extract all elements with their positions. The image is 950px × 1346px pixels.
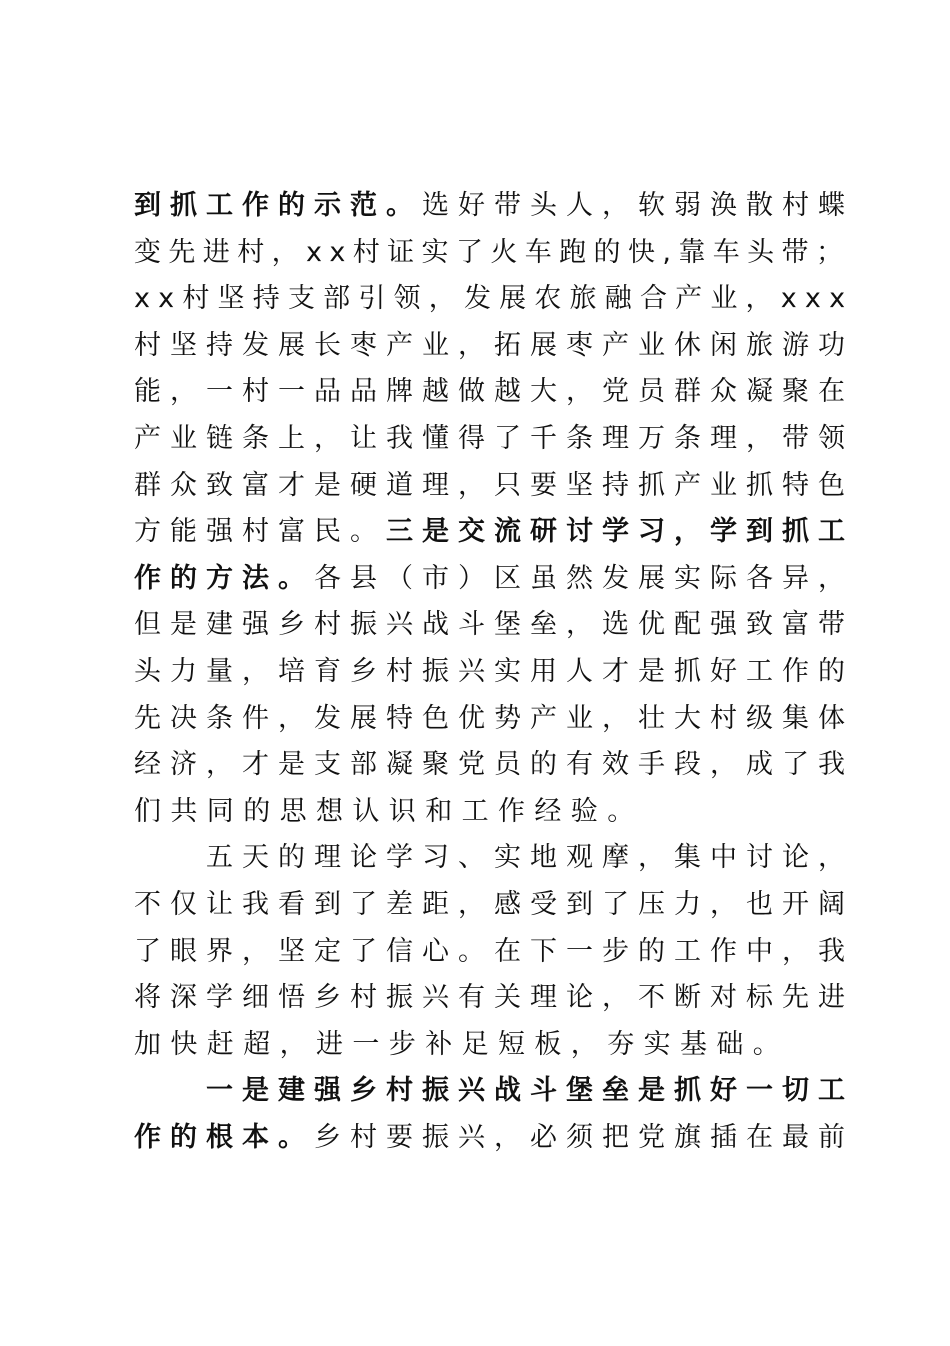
text-run: 村坚持发展长枣产业，拓展枣产业休闲旅游功 bbox=[134, 329, 854, 361]
text-run: 变先进村，xx村证实了火车跑的快,靠车头带； bbox=[134, 236, 851, 268]
text-line bbox=[134, 742, 854, 789]
text-run: 产业链条上，让我懂得了千条理万条理，带领 bbox=[134, 422, 854, 454]
text-line bbox=[134, 230, 851, 277]
text-line bbox=[134, 556, 854, 603]
text-line bbox=[134, 882, 854, 929]
bold-text-run: 作的方法。 bbox=[134, 562, 314, 594]
text-line bbox=[134, 789, 834, 836]
text-line bbox=[134, 183, 854, 230]
text-line bbox=[134, 602, 854, 649]
text-line bbox=[134, 929, 854, 976]
bold-text-run: 到抓工作的示范。 bbox=[134, 190, 422, 221]
text-run: 群众致富才是硬道理，只要坚持抓产业抓特色 bbox=[134, 469, 854, 501]
text-line bbox=[134, 369, 854, 416]
text-line bbox=[134, 463, 854, 510]
bold-text-run: 作的根本。 bbox=[134, 1121, 314, 1153]
bold-text-run: 一是建强乡村振兴战斗堡垒是抓好一切工 bbox=[134, 1075, 854, 1107]
text-line bbox=[134, 416, 854, 463]
text-run: 选好带头人，软弱涣散村蝶 bbox=[422, 190, 854, 221]
text-run: 能，一村一品品牌越做越大，党员群众凝聚在 bbox=[134, 376, 854, 408]
text-line bbox=[134, 975, 854, 1022]
text-run: 加快赶超，进一步补足短板，夯实基础。 bbox=[134, 1028, 790, 1060]
text-line bbox=[134, 1022, 834, 1069]
text-line bbox=[134, 509, 854, 556]
text-line bbox=[134, 1068, 854, 1115]
text-run: xx村坚持支部引领，发展农旅融合产业，xxx bbox=[134, 283, 854, 315]
text-run: 们共同的思想认识和工作经验。 bbox=[134, 795, 644, 827]
text-run: 方能强村富民。 bbox=[134, 516, 386, 548]
text-line bbox=[134, 649, 854, 696]
text-line bbox=[134, 696, 854, 743]
text-run: 将深学细悟乡村振兴有关理论，不断对标先进 bbox=[134, 982, 854, 1014]
text-run: 先决条件，发展特色优势产业，壮大村级集体 bbox=[134, 702, 854, 734]
text-run: 五天的理论学习、实地观摩，集中讨论， bbox=[134, 842, 854, 874]
text-run: 经济，才是支部凝聚党员的有效手段，成了我 bbox=[134, 749, 854, 781]
text-run: 各县（市）区虽然发展实际各异， bbox=[314, 562, 854, 594]
document-body bbox=[134, 183, 854, 1161]
text-line bbox=[134, 276, 854, 323]
bold-text-run: 三是交流研讨学习，学到抓工 bbox=[386, 516, 854, 548]
text-line bbox=[134, 835, 854, 882]
text-run: 乡村要振兴，必须把党旗插在最前 bbox=[314, 1121, 854, 1153]
text-line bbox=[134, 323, 854, 370]
text-run: 不仅让我看到了差距，感受到了压力，也开阔 bbox=[134, 888, 854, 920]
text-run: 了眼界，坚定了信心。在下一步的工作中，我 bbox=[134, 935, 854, 967]
text-run: 头力量，培育乡村振兴实用人才是抓好工作的 bbox=[134, 655, 854, 687]
text-line bbox=[134, 1115, 854, 1162]
text-run: 但是建强乡村振兴战斗堡垒，选优配强致富带 bbox=[134, 609, 854, 641]
